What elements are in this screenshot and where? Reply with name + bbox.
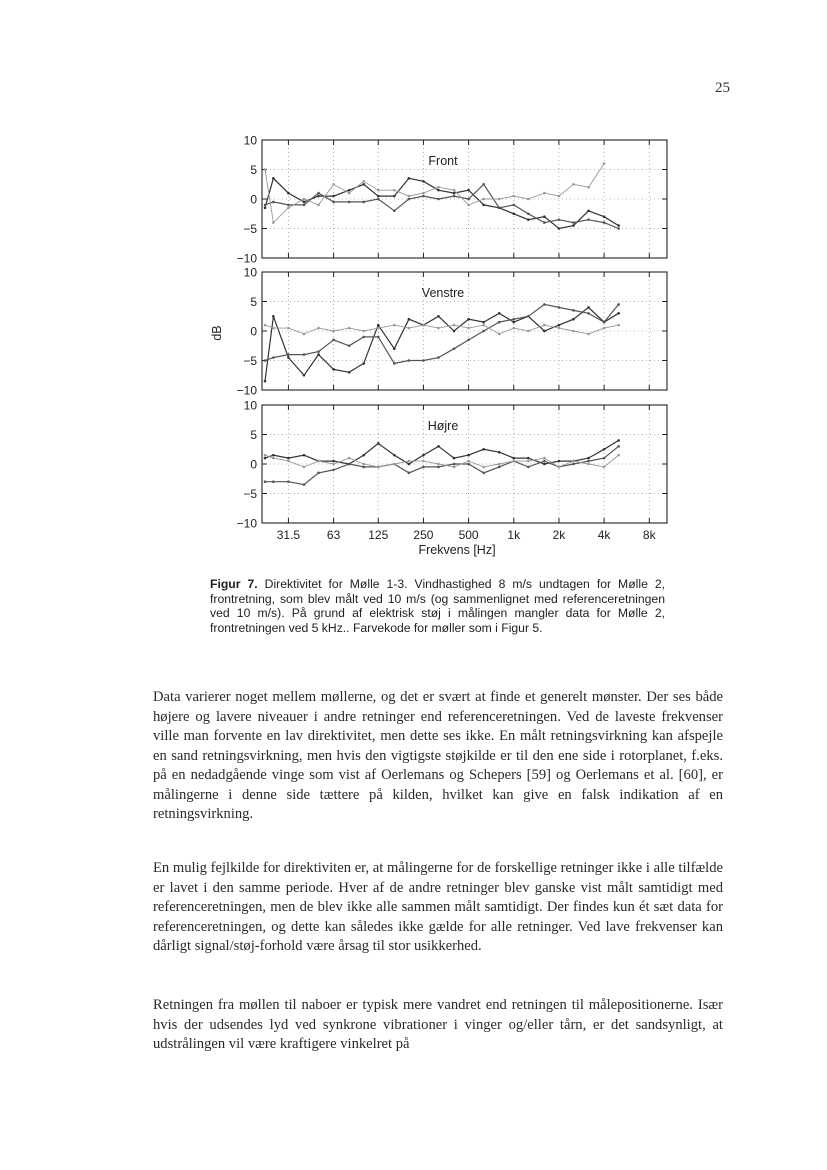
y-tick-label: −10 [236,383,257,398]
data-point [527,330,530,333]
data-point [558,460,561,463]
data-point [317,204,320,207]
panel-title: Højre [427,419,459,433]
data-point [272,454,275,457]
data-point [482,324,485,327]
y-tick-label: −5 [243,487,257,501]
data-point [498,207,501,210]
data-point [287,327,290,330]
data-point [527,460,530,463]
data-point [587,312,590,315]
data-point [467,460,470,463]
data-point [303,466,306,469]
data-point [498,463,501,466]
data-point [287,192,290,195]
data-point [422,359,425,362]
data-point [362,463,365,466]
x-tick-label: 1k [507,528,521,542]
data-point [422,460,425,463]
data-point [287,457,290,460]
data-point [482,204,485,207]
data-point [362,466,365,469]
data-point [422,180,425,183]
data-point [453,192,456,195]
data-point [512,318,515,321]
data-point [272,480,275,483]
data-point [377,195,380,198]
paragraph: Data varierer noget mellem møllerne, og det er svært at finde et generelt mønster. Der ses både højere og lavere niveauer i andre retninger end referenceretningen. Ved de laveste frekvenser ville man forvente en lav direktivitet, men dette ses ikke. En målt retningsvirkning kan afspejle en sand retningsvirkning, men hvis den vigtigste støjkilde er til den ene side i rotorplanet, f.eks. på en nedadgående vinge som vist af Oerlemans og Schepers [59] og Oerlemans et al. [60], er målingerne i denne side tættere på kilden, hvilket kan give en falsk indikation af en retningsvirkning. [153,689,723,822]
chart-panel-2 [262,272,667,390]
data-point [272,356,275,359]
data-point [587,460,590,463]
data-point [617,454,620,457]
series-line-3 [265,325,619,334]
data-point [467,204,470,207]
data-point [317,353,320,356]
data-point [362,180,365,183]
x-tick-label: 250 [413,528,434,542]
data-point [543,221,546,224]
data-point [453,195,456,198]
data-point [587,218,590,221]
data-point [453,324,456,327]
data-point [587,186,590,189]
y-tick-label: −10 [236,251,257,266]
y-tick-label: 0 [250,457,257,472]
data-point [467,198,470,201]
data-point [437,327,440,330]
data-point [264,380,267,383]
data-point [467,318,470,321]
data-point [603,162,606,165]
data-point [377,442,380,445]
data-point [572,309,575,312]
data-point [362,201,365,204]
data-point [587,463,590,466]
data-point [587,210,590,213]
data-point [408,460,411,463]
data-point [527,466,530,469]
data-point [558,195,561,198]
data-point [348,344,351,347]
data-point [467,463,470,466]
data-point [287,480,290,483]
data-point [408,198,411,201]
series-line-1 [265,307,619,381]
data-point [437,186,440,189]
data-point [272,327,275,330]
data-point [482,198,485,201]
figure-caption-label: Figur 7. [210,577,258,591]
data-point [558,327,561,330]
data-point [572,183,575,186]
data-point [482,466,485,469]
data-point [332,460,335,463]
data-point [527,212,530,215]
data-point [453,330,456,333]
data-point [408,472,411,475]
data-point [408,177,411,180]
data-point [617,224,620,227]
data-point [437,463,440,466]
data-point [408,359,411,362]
paragraph: Retningen fra møllen til naboer er typisk mere vandret end retningen til målepositionerne. Især hvis der udsendes lyd ved synkrone vibrationer i vinger og/eller tårn, er det sandsynligt, at udstrålingen vil være kraftigere vinkelret på [153,997,723,1052]
data-point [332,463,335,466]
data-point [303,374,306,377]
y-tick-label: 0 [250,324,257,339]
data-point [272,315,275,318]
data-point [393,454,396,457]
data-point [467,339,470,342]
data-point [558,324,561,327]
data-point [408,195,411,198]
data-point [617,324,620,327]
data-point [332,183,335,186]
data-point [377,189,380,192]
data-point [317,192,320,195]
data-point [587,306,590,309]
data-point [603,321,606,324]
data-point [482,330,485,333]
data-point [558,218,561,221]
y-tick-label: 10 [243,398,257,413]
data-point [264,454,267,457]
data-point [377,327,380,330]
data-point [482,448,485,451]
data-point [332,469,335,472]
data-point [264,168,267,171]
data-point [303,483,306,486]
data-point [362,183,365,186]
data-point [543,303,546,306]
data-point [482,321,485,324]
data-point [348,327,351,330]
data-point [377,466,380,469]
data-point [512,212,515,215]
x-tick-label: 8k [642,528,656,542]
data-point [467,189,470,192]
chart-panel-3 [262,405,667,523]
data-point [512,327,515,330]
data-point [393,195,396,198]
data-point [482,183,485,186]
data-point [617,312,620,315]
data-point [572,224,575,227]
data-point [617,303,620,306]
data-point [303,204,306,207]
data-point [498,333,501,336]
data-point [617,439,620,442]
y-tick-label: 5 [250,163,257,177]
data-point [527,457,530,460]
data-point [572,318,575,321]
data-point [317,472,320,475]
data-point [543,215,546,218]
data-point [303,353,306,356]
data-point [453,347,456,350]
data-point [512,195,515,198]
data-point [422,324,425,327]
data-point [603,448,606,451]
chart-panel-1 [262,140,667,258]
data-point [422,192,425,195]
data-point [264,207,267,210]
data-point [543,457,546,460]
data-point [512,457,515,460]
data-point [264,204,267,207]
data-point [558,227,561,230]
data-point [437,315,440,318]
data-point [362,330,365,333]
data-point [303,201,306,204]
data-point [543,324,546,327]
data-point [272,177,275,180]
directivity-figure [0,0,827,570]
data-point [587,333,590,336]
data-point [393,324,396,327]
data-point [317,195,320,198]
data-point [603,466,606,469]
data-point [543,330,546,333]
data-point [303,454,306,457]
series-line-2 [265,446,619,484]
data-point [437,445,440,448]
data-point [527,198,530,201]
data-point [422,466,425,469]
y-tick-label: −5 [243,222,257,236]
data-point [264,359,267,362]
data-point [572,460,575,463]
data-point [393,347,396,350]
data-point [408,327,411,330]
y-tick-label: −10 [236,516,257,531]
data-point [362,454,365,457]
x-tick-label: 63 [326,528,341,542]
data-point [287,353,290,356]
data-point [393,463,396,466]
y-axis-label: dB [210,325,224,341]
data-point [572,463,575,466]
data-point [467,327,470,330]
data-point [348,457,351,460]
data-point [512,321,515,324]
page-number: 25 [715,80,730,96]
data-point [527,218,530,221]
data-point [453,189,456,192]
y-tick-label: 0 [250,192,257,207]
data-point [453,463,456,466]
x-tick-label: 500 [458,528,479,542]
data-point [377,324,380,327]
data-point [377,198,380,201]
data-point [437,198,440,201]
data-point [422,454,425,457]
data-point [408,463,411,466]
data-point [498,451,501,454]
data-point [498,321,501,324]
data-point [287,204,290,207]
y-tick-label: 10 [243,133,257,148]
figure-caption [210,577,665,635]
data-point [332,330,335,333]
data-point [617,445,620,448]
data-point [558,466,561,469]
x-axis-label: Frekvens [Hz] [418,543,496,557]
data-point [317,460,320,463]
data-point [348,192,351,195]
data-point [393,362,396,365]
data-point [272,457,275,460]
data-point [348,201,351,204]
data-point [572,330,575,333]
data-point [348,463,351,466]
x-tick-label: 125 [368,528,389,542]
data-point [603,327,606,330]
data-point [498,312,501,315]
data-point [512,460,515,463]
data-point [587,457,590,460]
data-point [453,457,456,460]
data-point [303,333,306,336]
data-point [467,454,470,457]
data-point [482,472,485,475]
data-point [498,466,501,469]
figure-caption-text: Direktivitet for Mølle 1-3. Vindhastighed 8 m/s undtagen for Mølle 2, frontretning, som blev målt ved 10 m/s (og sammenlignet med referenceretningen ved 10 m/s). På grund af elektrisk støj i målingen mangler data for Mølle 2, frontretningen ved 5 kHz.. Farvekode for møller som i Figur 5. [210,577,666,635]
data-point [498,198,501,201]
x-tick-label: 2k [552,528,566,542]
data-point [332,339,335,342]
data-point [317,327,320,330]
data-point [272,201,275,204]
data-point [558,306,561,309]
y-tick-label: −5 [243,354,257,368]
data-point [317,350,320,353]
data-point [437,189,440,192]
data-point [393,189,396,192]
data-point [512,204,515,207]
data-point [264,457,267,460]
data-point [362,362,365,365]
x-tick-label: 4k [597,528,611,542]
data-point [543,460,546,463]
data-point [603,457,606,460]
series-line-3 [265,164,604,223]
data-point [264,480,267,483]
data-point [393,210,396,213]
data-point [332,368,335,371]
data-point [272,221,275,224]
data-point [332,201,335,204]
data-point [287,356,290,359]
data-point [377,336,380,339]
y-tick-label: 5 [250,295,257,309]
data-point [437,356,440,359]
data-point [453,466,456,469]
data-point [348,371,351,374]
panel-title: Front [428,154,458,168]
data-point [362,336,365,339]
data-point [264,324,267,327]
data-point [303,198,306,201]
data-point [348,189,351,192]
data-point [408,318,411,321]
data-point [287,460,290,463]
y-tick-label: 5 [250,428,257,442]
data-point [572,221,575,224]
data-point [617,227,620,230]
data-point [543,192,546,195]
data-point [422,195,425,198]
data-point [603,215,606,218]
y-tick-label: 10 [243,265,257,280]
data-point [527,315,530,318]
data-point [543,463,546,466]
data-point [437,466,440,469]
data-point [332,195,335,198]
data-point [287,207,290,210]
panel-title: Venstre [421,286,465,300]
x-tick-label: 31.5 [276,528,301,542]
data-point [603,221,606,224]
paragraph: En mulig fejlkilde for direktiviten er, at målingerne for de forskellige retninger ikke i alle tilfælde er lavet i den samme periode. Hver af de andre retninger blev ganske vist målt samtidigt med referenceretningen, men de blev ikke alle sammen målt samtidigt. Der findes kun ét sæt data for referenceretningen, og dette kan således ikke gælde for alle retninger. Ved lave frekvenser kan dårligt signal/støj-forhold være årsag til stor usikkerhed. [153,860,723,954]
